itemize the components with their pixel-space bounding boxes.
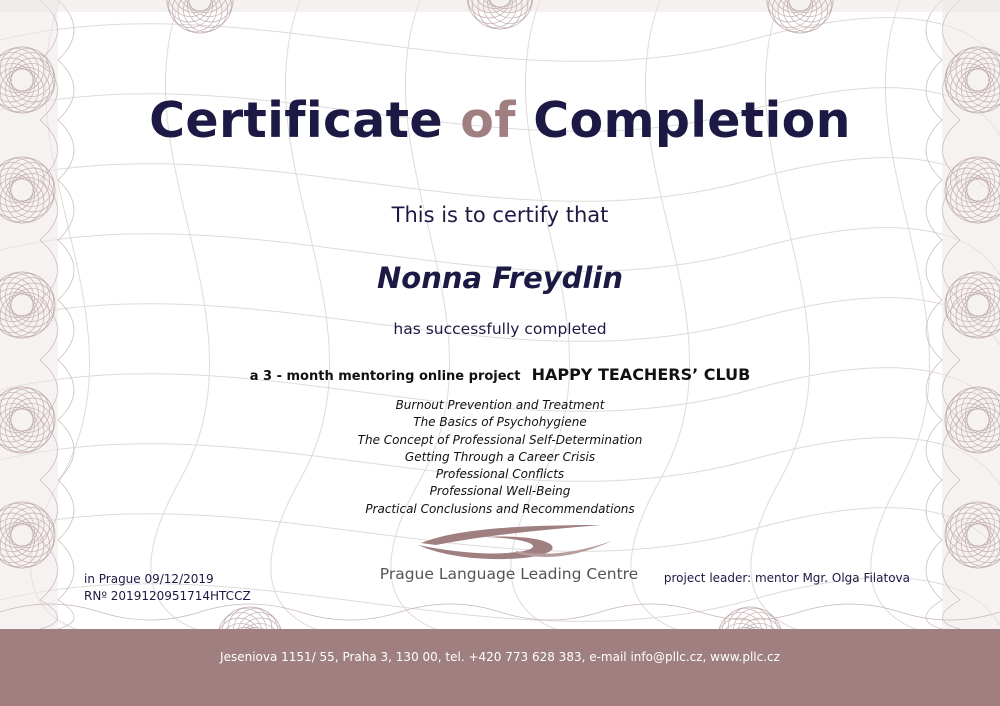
recipient-name: Nonna Freydlin [377, 261, 623, 295]
title-of: of [460, 92, 516, 149]
project-name: HAPPY TEACHERS’ CLUB [531, 365, 751, 384]
issue-details [84, 571, 251, 605]
certify-line: This is to certify that [391, 203, 609, 227]
topic-item: Burnout Prevention and Treatment [395, 398, 605, 412]
project-lead: a 3 - month mentoring online project [249, 369, 521, 384]
topic-item: Professional Well-Being [429, 484, 571, 499]
topic-item: Professional Conflicts [435, 467, 565, 482]
project-line [0, 365, 1000, 384]
topics-list [0, 397, 1000, 518]
certificate-title [0, 92, 1000, 149]
registration-number: RNº 2019120951714HTCCZ [84, 589, 251, 603]
topic-item: Practical Conclusions and Recommendations [365, 501, 635, 516]
completed-line: has successfully completed [393, 320, 607, 338]
topic-item: Getting Through a Career Crisis [404, 449, 596, 464]
organization-name: Prague Language Leading Centre [379, 565, 639, 583]
footer-address: Jeseniova 1151/ 55, Praha 3, 130 00, tel. +420 773 628 383, e-mail info@pllc.cz, www.pllc.cz [220, 650, 780, 664]
topic-item: The Basics of Psychohygiene [413, 415, 587, 430]
project-leader: project leader: mentor Mgr. Olga Filatova [663, 571, 910, 585]
place-date: in Prague 09/12/2019 [84, 572, 214, 586]
topic-item: The Concept of Professional Self-Determination [357, 432, 643, 447]
footer-band [0, 629, 1000, 706]
title-completion: Completion [533, 92, 851, 149]
title-certificate: Certificate [149, 92, 443, 149]
